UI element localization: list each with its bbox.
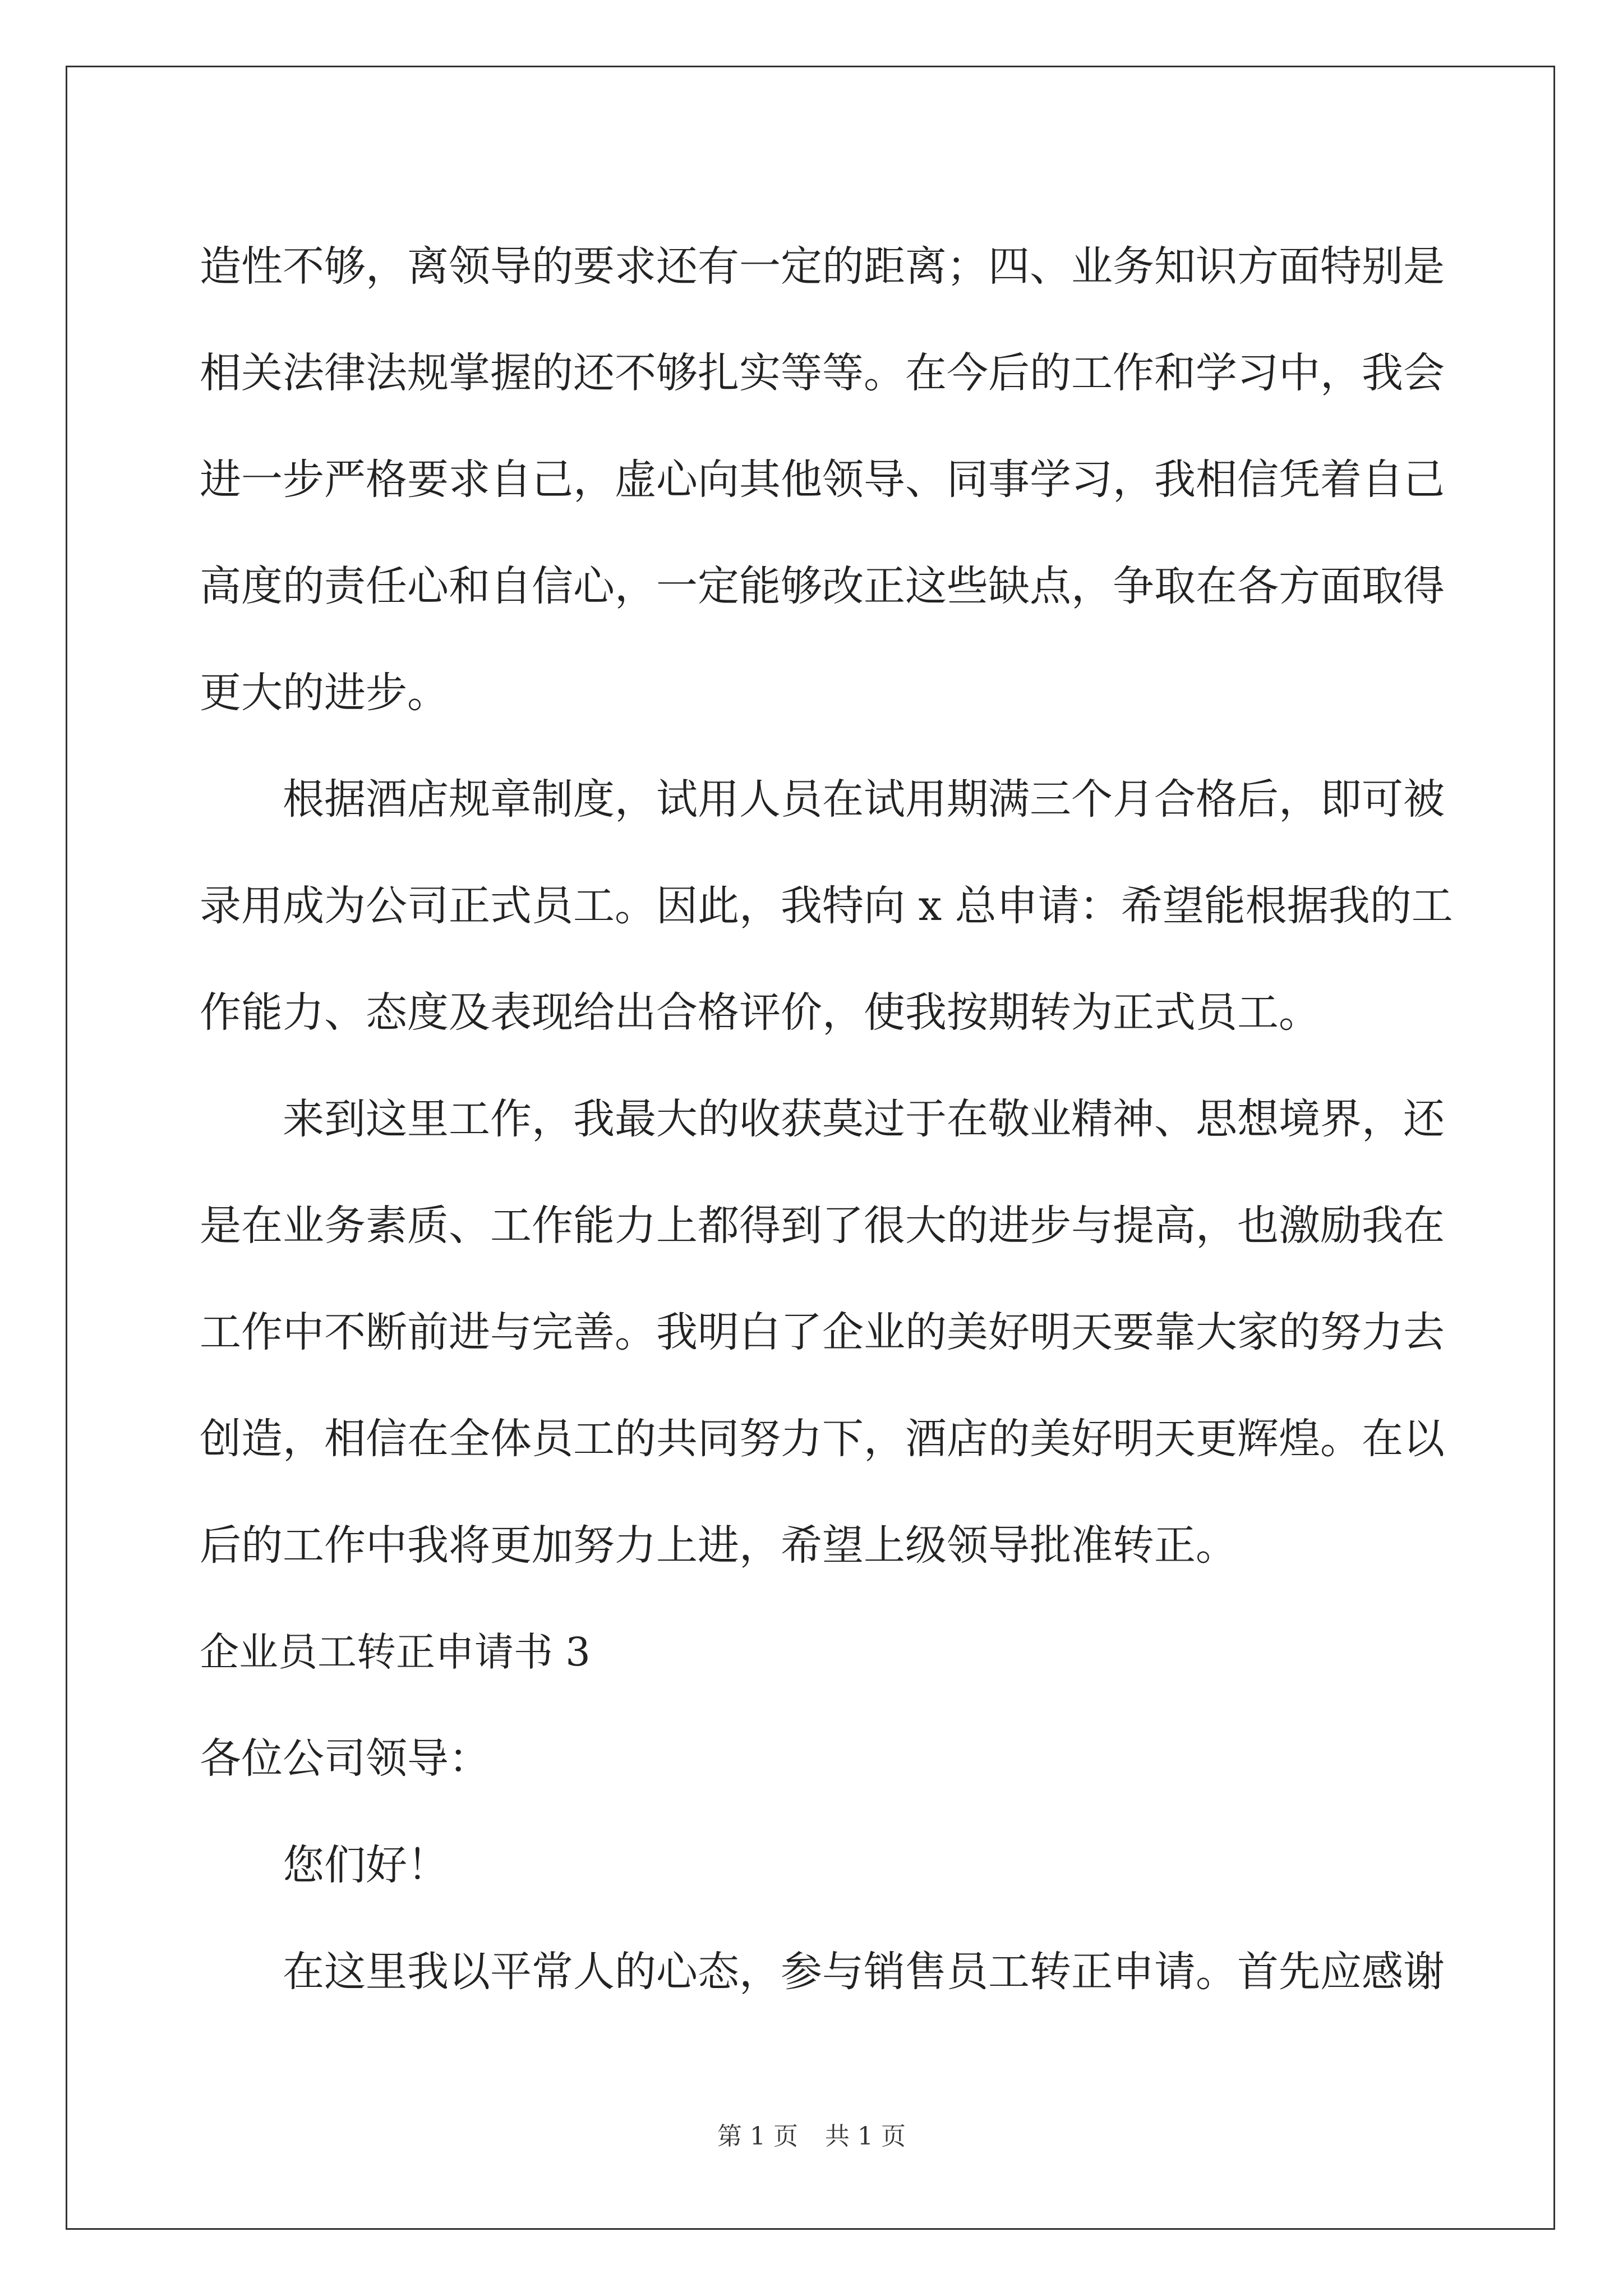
page-footer	[0, 2116, 1623, 2152]
text-line: 是在业务素质、工作能力上都得到了很大的进步与提高，也激励我在	[200, 1202, 1445, 1250]
text-line: 在这里我以平常人的心态，参与销售员工转正申请。首先应感谢	[283, 1948, 1445, 1996]
text-line: 根据酒店规章制度，试用人员在试用期满三个月合格后，即可被	[283, 775, 1445, 823]
text-line: 更大的进步。	[200, 669, 449, 717]
paragraph-2	[200, 746, 1453, 1066]
document-body	[200, 213, 1453, 2025]
text-line: 工作中不断前进与完善。我明白了企业的美好明天要靠大家的努力去	[200, 1308, 1445, 1356]
page-number: 第 1 页	[717, 2122, 798, 2151]
text-line: 录用成为公司正式员工。因此，我特向 x 总申请：希望能根据我的工	[200, 882, 1453, 930]
text-line: 进一步严格要求自己，虚心向其他领导、同事学习，我相信凭着自己	[200, 455, 1445, 504]
page-total: 共 1 页	[825, 2122, 906, 2151]
paragraph-3	[200, 1066, 1445, 1599]
text-line: 作能力、态度及表现给出合格评价，使我按期转为正式员工。	[200, 988, 1320, 1037]
text-line: 来到这里工作，我最大的收获莫过于在敬业精神、思想境界，还	[283, 1095, 1445, 1143]
text-line: 造性不够，离领导的要求还有一定的距离；四、业务知识方面特别是	[200, 242, 1445, 291]
section-title: 企业员工转正申请书 3	[200, 1629, 591, 1675]
text-line: 相关法律法规掌握的还不够扎实等等。在今后的工作和学习中，我会	[200, 349, 1445, 397]
greeting: 您们好！	[283, 1841, 449, 1889]
salutation: 各位公司领导：	[200, 1734, 490, 1783]
text-line: 高度的责任心和自信心，一定能够改正这些缺点，争取在各方面取得	[200, 562, 1445, 610]
text-line: 后的工作中我将更加努力上进，希望上级领导批准转正。	[200, 1521, 1237, 1570]
text-line: 创造，相信在全体员工的共同努力下，酒店的美好明天更辉煌。在以	[200, 1415, 1445, 1463]
paragraph-1	[200, 213, 1445, 746]
